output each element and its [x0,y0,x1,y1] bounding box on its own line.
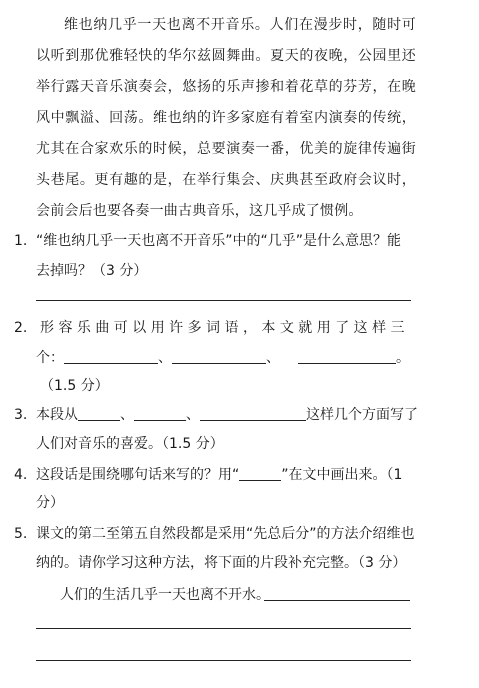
question-3-suffix: 这样几个方面写了 [306,407,418,423]
question-4-number: 4. [14,467,28,483]
question-2-text-line2 [36,343,410,374]
question-5-text-line2: 纳的。请你学习这种方法，将下面的片段补充完整。（3 分） [36,555,407,571]
question-4-blank[interactable] [239,466,281,481]
question-3-blank-3[interactable] [200,406,306,421]
question-1-answer-line[interactable] [36,300,411,301]
question-3-blank-1[interactable] [78,406,120,421]
question-2-score: （1.5 分） [40,378,109,394]
question-5-text-line1: 课文的第二至第五自然段都是采用“先总后分”的方法介绍维也 [36,526,415,542]
question-5-number: 5. [14,526,28,542]
question-5-answer-line-3[interactable] [36,660,411,661]
question-3-blank-2[interactable] [134,406,186,421]
question-4-suffix: ”在文中画出来。（1 [281,467,403,483]
question-3-text-line2: 人们对音乐的喜爱。（1.5 分） [36,436,224,452]
question-2-blank-3[interactable] [298,349,396,364]
question-2-blank-2[interactable] [172,349,266,364]
question-5-text-line3: 人们的生活几乎一天也离不开水。 [60,587,270,603]
question-3-separator-2: 、 [186,407,200,423]
question-1-text-line2: 去掉吗？（3 分） [36,263,148,279]
question-2-separator-1: 、 [158,350,172,366]
question-2-blank-1[interactable] [64,349,158,364]
question-2-text-line1: 形 容 乐 曲 可 以 用 许 多 词 语 ， 本 文 就 用 了 这 样 三 [40,320,405,336]
question-5-answer-line-1[interactable] [264,600,410,601]
question-2-prefix: 个： [36,350,64,366]
question-2-number: 2. [14,320,28,336]
question-4-prefix: 这段话是围绕哪句话来写的？用“ [36,467,240,483]
question-2-separator-2: 、 [266,350,280,366]
question-4-text-line1 [36,460,402,491]
question-1-text-line1: “维也纳几乎一天也离不开音乐”中的“几乎”是什么意思？能 [36,233,402,249]
question-1-number: 1. [14,233,28,249]
passage-paragraph: 维也纳几乎一天也离不开音乐。人们在漫步时，随时可以听到那优雅轻快的华尔兹圆舞曲。夏天的夜晚，公园里还举行露天音乐演奏会，悠扬的乐声掺和着花草的芬芳，在晚风中飘溢、回荡。维也纳的许多家庭有着室内演奏的传统，尤其在合家欢乐的时候，总要演奏一番，优美的旋律传遍街头巷尾。更有趣的是，在举行集会、庆典甚至政府会议时，会前会后也要各奏一曲古典音乐，这几乎成了惯例。 [36,17,416,219]
question-3-number: 3. [14,407,28,423]
question-2-end: 。 [396,350,410,366]
question-5-answer-line-2[interactable] [36,628,411,629]
question-3-text-line1 [36,400,418,431]
question-3-prefix: 本段从 [36,407,78,423]
question-4-text-line2: 分） [36,495,64,511]
question-3-separator-1: 、 [120,407,134,423]
